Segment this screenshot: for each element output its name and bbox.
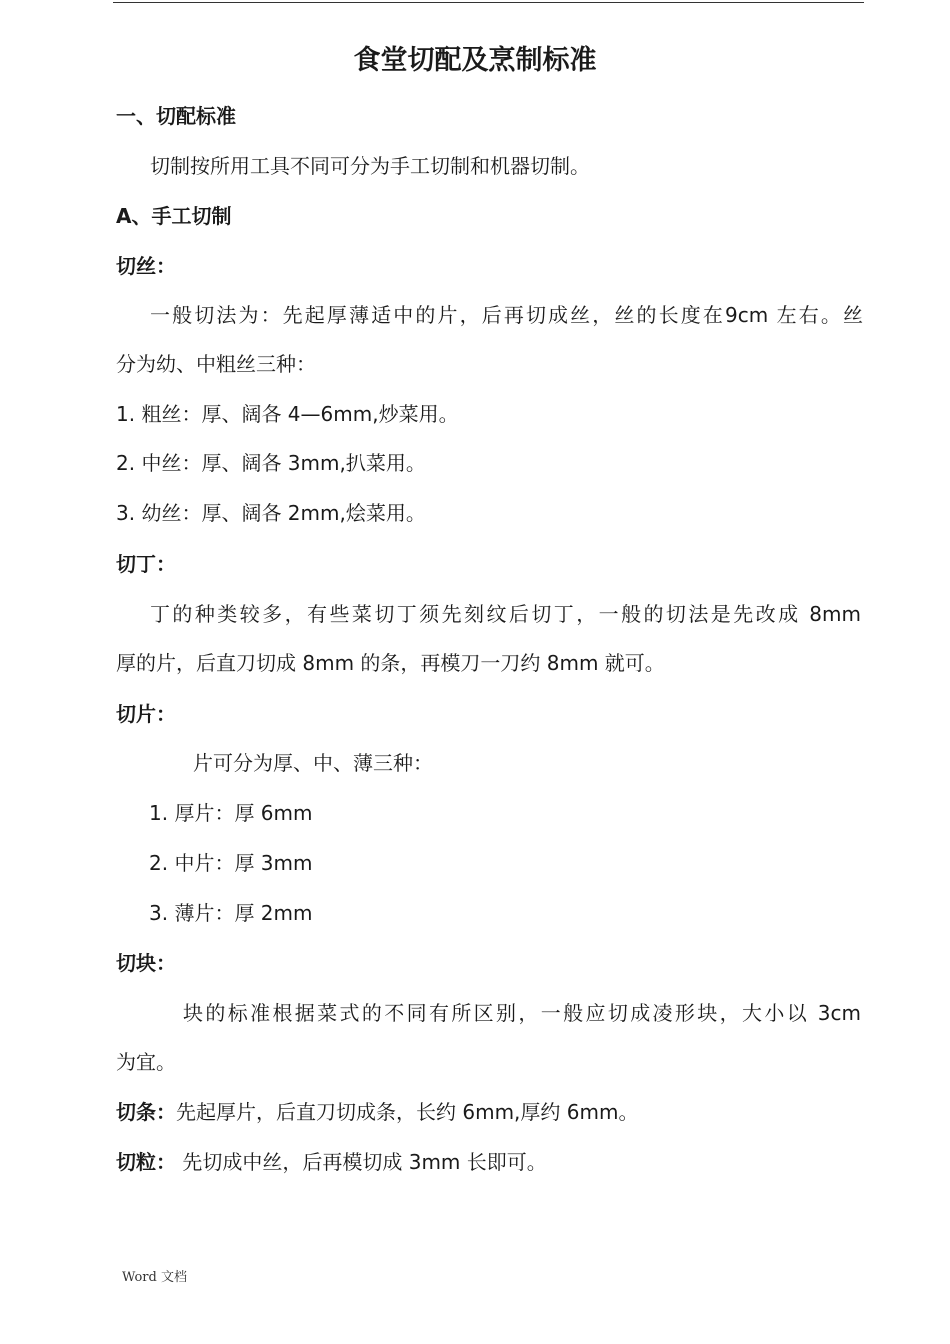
top-rule: [113, 2, 864, 3]
document-title: 食堂切配及烹制标准: [353, 45, 597, 76]
list-item: 3. 薄片：厚 2mm: [149, 901, 313, 925]
list-item: 1. 粗丝：厚、阔各 4—6mm,炒菜用。: [116, 402, 459, 426]
list-item: 2. 中片：厚 3mm: [149, 851, 313, 875]
shred-paragraph-line1: 一般切法为：先起厚薄适中的片，后再切成丝，丝的长度在9cm 左右。丝: [150, 303, 863, 327]
subsection-heading-manual: A、手工切制: [116, 204, 232, 228]
list-item: 2. 中丝：厚、阔各 3mm,扒菜用。: [116, 451, 426, 475]
strip-line: [116, 1099, 638, 1125]
heading-slice: 切片：: [116, 702, 176, 726]
grain-line: [116, 1149, 547, 1175]
chunk-paragraph-line2: 为宜。: [116, 1050, 176, 1074]
grain-text: 先切成中丝，后再模切成 3mm 长即可。: [176, 1150, 547, 1174]
slice-intro: 片可分为厚、中、薄三种：: [193, 751, 433, 775]
dice-paragraph-line1: 丁的种类较多，有些菜切丁须先刻纹后切丁，一般的切法是先改成 8mm: [150, 602, 861, 626]
list-item: 3. 幼丝：厚、阔各 2mm,烩菜用。: [116, 501, 426, 525]
intro-paragraph: 切制按所用工具不同可分为手工切制和机器切制。: [150, 154, 590, 178]
shred-paragraph-line2: 分为幼、中粗丝三种：: [116, 352, 316, 376]
heading-grain: 切粒：: [116, 1150, 176, 1174]
section-heading-cutting-standard: 一、切配标准: [116, 104, 236, 128]
strip-text: 先起厚片，后直刀切成条，长约 6mm,厚约 6mm。: [176, 1100, 639, 1124]
heading-strip: 切条：: [116, 1100, 176, 1124]
heading-dice: 切丁：: [116, 552, 176, 576]
list-item: 1. 厚片：厚 6mm: [149, 801, 313, 825]
heading-shred: 切丝：: [116, 254, 176, 278]
dice-paragraph-line2: 厚的片，后直刀切成 8mm 的条，再模刀一刀约 8mm 就可。: [116, 651, 665, 675]
footer-label: Word 文档: [122, 1270, 187, 1285]
chunk-paragraph-line1: 块的标准根据菜式的不同有所区别，一般应切成凌形块，大小以 3cm: [183, 1001, 861, 1025]
heading-chunk: 切块：: [116, 951, 176, 975]
